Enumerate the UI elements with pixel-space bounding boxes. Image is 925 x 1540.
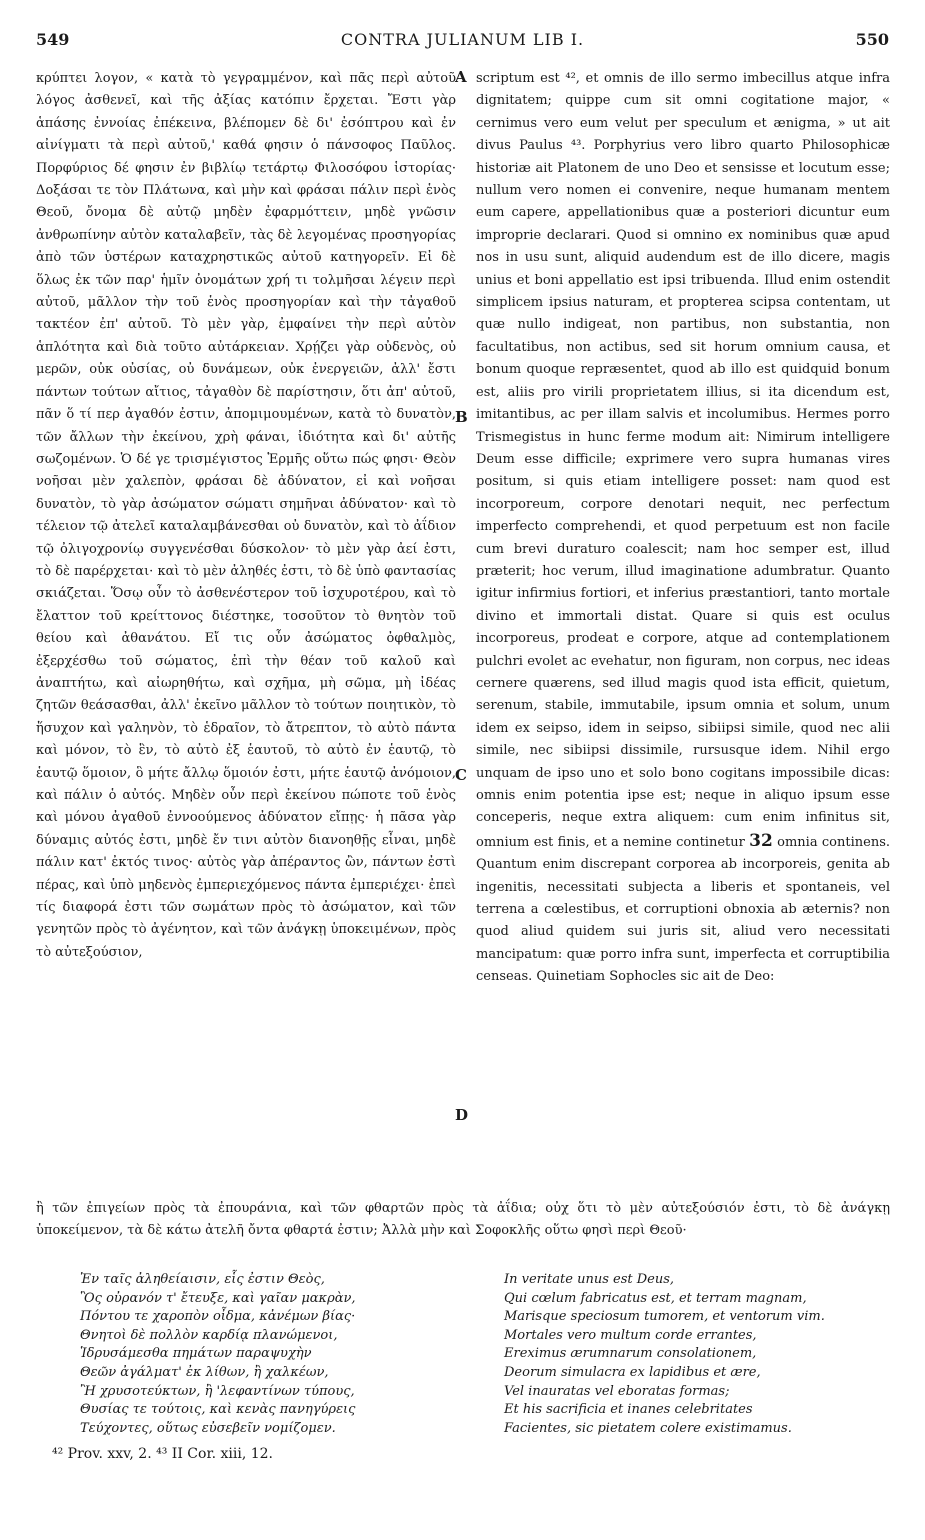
latin-verse-line: Deorum simulacra ex lapidibus et ære, [504,1364,761,1380]
greek-verse-line: Ἐν ταῖς ἀληθείαισιν, εἷς ἐστιν Θεὸς, [80,1272,325,1287]
running-title: CONTRA JULIANUM LIB I. [340,30,585,49]
latin-column-text [476,68,890,989]
fullwidth-greek-text: ἢ τῶν ἐπιγείων πρὸς τὰ ἐπουράνια, καὶ τῶν φθαρτῶν πρὸς τὰ ἀΐδια; οὐχ ὅτι τὸ μὲν αὐτεξούσιόν ἐστι, τὸ δὲ ἀνάγκῃ ὑποκείμενον, τὰ δὲ κάτω ἀτελῆ ὄντα φθαρτά ἐστιν; Ἀλλὰ μὴν καὶ Σοφοκλῆς οὕτω φησὶ περὶ Θεοῦ· [36,1201,890,1239]
greek-verse-line: Θεῶν ἀγάλματ' ἐκ λίθων, ἢ χαλκέων, [80,1364,329,1380]
latin-text-before-number: scriptum est ⁴², et omnis de illo sermo imbecillus atque infra dignitatem; quippe cum sit omni cogitatione major, « cernimus vero eum velut per speculum et ænigma, » ut ait divus Paulus ⁴³. Porphyrius vero libro quarto Philosophicæ historiæ ait Platonem de uno Deo et sensisse et locutum esse; nullum vero nomen ei convenire, neque humanam mentem eum capere, appellationibus quæ a posteriori dicuntur eum improprie declarari. Quod si omnino ex nominibus quæ apud nos in usu sunt, aliquid audendum est de illo dicere, magis unius et boni appellatio est ipsi tribuenda. Illud enim ostendit simplicem ipsius naturam, et propterea scipsa contentam, ut quæ nullo indigeat, non partibus, non substantia, non facultatibus, non actibus, sed sit horum omnium causa, et bonum quoque repræsentet, quod ab illo est quidquid bonum est, aliis pro virili proprietatem illius, si ita dicendum est, imitantibus, ac per illam salvis et incolumibus. Hermes porro Trismegistus in hunc ferme modum ait: Nimirum intelligere Deum esse difficile; exprimere vero supra humanas vires positum, si quis etiam intelligere posset: nam quod est incorporeum, corpore denotari nequit, nec perfectum imperfecto comprehendi, et quod perpetuum est non facile cum brevi duraturo coalescit; nam hoc semper est, illud præterit; hoc verum, illud imaginatione adumbratur. Quanto igitur infirmius fortiori, et inferius præstantiori, tanto mortale divino et immortali distat. Quare si quis est oculus incorporeus, prodeat e corpore, atque ad contemplationem pulchri evolet ac evehatur, non figuram, non corpus, nec ideas cernere quærens, sed illud magis quod ista efficit, quietum, serenum, stabile, immutabile, ipsum omnia et solum, unum idem ex seipso, idem in seipso, sibiipsi simile, quod nec alii simile, nec sibiipsi dissimile, rursusque idem. Nihil ergo unquam de ipso uno et solo bono cogitans impossibile dicas: omnis enim potentia ipse est; neque in aliquo ipsum esse conceperis, neque extra aliquem: cum enim infinitus sit, omnium est finis, et a nemine continetur [476,71,890,850]
greek-verse-line: Θυσίας τε τούτοις, καὶ κενὰς πανηγύρεις [80,1402,356,1418]
greek-verse-line: Πόντου τε χαροπὸν οἶδμα, κἀνέμων βίας· [80,1309,356,1325]
greek-verse-line: Ἢ χρυσοτεύκτων, ἢ 'λεφαντίνων τύπους, [80,1383,355,1399]
left-page-number: 549 [36,30,70,49]
latin-verse-line: Mortales vero multum corde errantes, [504,1327,757,1343]
latin-verse-line: Marisque speciosum tumorem, et ventorum vim. [504,1309,825,1325]
margin-marker-c: C [455,766,467,784]
latin-verse-line: Facientes, sic pietatem colere existimamus. [504,1420,792,1436]
margin-marker-b: B [455,408,468,426]
margin-marker-a: A [455,68,467,86]
footnotes: ⁴² Prov. xxv, 2. ⁴³ II Cor. xiii, 12. [52,1446,273,1462]
right-page-number: 550 [855,30,889,49]
latin-verse-line: In veritate unus est Deus, [504,1272,675,1287]
latin-verse-block [504,1271,894,1438]
greek-verse-line: Τεύχοντες, οὕτως εὐσεβεῖν νομίζομεν. [80,1420,336,1436]
greek-verse-line: Ἱδρυσάμεσθα πημάτων παραψυχὴν [80,1346,312,1362]
greek-verse-block [80,1271,480,1438]
latin-column [476,68,890,989]
latin-verse-line: Ereximus ærumnarum consolationem, [504,1346,757,1362]
column-number: 32 [749,830,773,851]
margin-marker-d: D [455,1106,469,1124]
page-header [36,30,889,54]
latin-verse-line: Vel inauratas vel eboratas formas; [504,1383,730,1399]
latin-verse-line: Et his sacrificia et inanes celebritates [504,1402,753,1418]
latin-verse-line: Qui cœlum fabricatus est, et terram magnam, [504,1290,807,1306]
greek-column [36,68,456,964]
greek-column-text: κρύπτει λογον, « κατὰ τὸ γεγραμμένον, καὶ πᾶς περὶ αὐτοῦ λόγος ἀσθενεῖ, καὶ τῆς ἀξίας κατόπιν ἔρχεται. Ἔστι γὰρ ἁπάσης ἐννοίας ἐπέκεινα, βλέπομεν δὲ δι' ἐσόπτρου καὶ ἐν αἰνίγματι τὰ περὶ αὐτοῦ,' καθά φησιν ὁ πάνσοφος Παῦλος. Πορφύριος δέ φησιν ἐν βιβλίῳ τετάρτῳ Φιλοσόφου ἱστορίας· Δοξάσαι τε τὸν Πλάτωνα, καὶ μὴν καὶ φράσαι πάλιν περὶ ἑνὸς Θεοῦ, ὄνομα δὲ αὐτῷ μηδὲν ἐφαρμόττειν, μηδὲ γνῶσιν ἀνθρωπίνην αὐτὸν καταλαβεῖν, τὰς δὲ λεγομένας προσηγορίας ἀπὸ τῶν ὑστέρων καταχρηστικῶς αὐτοῦ κατηγορεῖν. Εἰ δὲ ὅλως ἐκ τῶν παρ' ἡμῖν ὀνομάτων χρή τι τολμῆσαι λέγειν περὶ αὐτοῦ, μᾶλλον τὴν τοῦ ἑνὸς προσηγορίαν καὶ τὴν τἀγαθοῦ τακτέον ἐπ' αὐτοῦ. Τὸ μὲν γὰρ, ἐμφαίνει τὴν περὶ αὐτὸν ἁπλότητα καὶ διὰ τοῦτο αὐτάρκειαν. Χρῄζει γὰρ οὐδενὸς, οὐ μερῶν, οὐκ οὐσίας, οὐ δυνάμεων, οὐκ ἐνεργειῶν, ἀλλ' ἔστι πάντων τούτων αἴτιος, τἀγαθὸν δὲ παρίστησιν, ὅτι ἀπ' αὐτοῦ, πᾶν ὅ τί περ ἀγαθόν ἐστιν, ἀπομιμουμένων, κατὰ τὸ δυνατὸν, τῶν ἄλλων τὴν ἐκείνου, χρὴ φάναι, ἰδιότητα καὶ δι' αὐτῆς σωζομένων. Ὁ δέ γε τρισμέγιστος Ἑρμῆς οὕτω πώς φησι· Θεὸν νοῆσαι μὲν χαλεπὸν, φράσαι δὲ ἀδύνατον, εἰ καὶ νοῆσαι δυνατὸν, τὸ γὰρ ἀσώματον σώματι σημῆναι ἀδύνατον· καὶ τὸ τέλειον τῷ ἀτελεῖ καταλαμβάνεσθαι οὐ δυνατὸν, καὶ τὸ ἀΐδιον τῷ ὀλιγοχρονίῳ συγγενέσθαι δύσκολον· τὸ μὲν γὰρ ἀεί ἐστι, τὸ δὲ παρέρχεται· καὶ τὸ μὲν ἀληθές ἐστι, τὸ δὲ ὑπὸ φαντασίας σκιάζεται. Ὅσῳ οὖν τὸ ἀσθενέστερον τοῦ ἰσχυροτέρου, καὶ τὸ ἔλαττον τοῦ κρείττονος διέστηκε, τοσοῦτον τὸ θνητὸν τοῦ θείου καὶ ἀθανάτου. Εἴ τις οὖν ἀσώματος ὀφθαλμὸς, ἐξερχέσθω τοῦ σώματος, ἐπὶ τὴν θέαν τοῦ καλοῦ καὶ ἀναπτήτω, καὶ αἰωρηθήτω, καὶ σχῆμα, μὴ σῶμα, μὴ ἰδέας ζητῶν θεάσασθαι, ἀλλ' ἐκεῖνο μᾶλλον τὸ τούτων ποιητικὸν, τὸ ἥσυχον καὶ γαληνὸν, τὸ ἑδραῖον, τὸ ἄτρεπτον, τὸ αὐτὸ πάντα καὶ μόνον, τὸ ἓν, τὸ αὐτὸ ἐξ ἑαυτοῦ, τὸ αὐτὸ ἐν ἑαυτῷ, τὸ ἑαυτῷ ὅμοιον, ὃ μήτε ἄλλῳ ὅμοιόν ἐστι, μήτε ἑαυτῷ ἀνόμοιον, καὶ πάλιν ὁ αὐτός. Μηδὲν οὖν περὶ ἐκείνου πώποτε τοῦ ἑνὸς καὶ μόνου ἀγαθοῦ ἐννοούμενος ἀδύνατον εἴπῃς· ἡ πᾶσα γὰρ δύναμις αὐτός ἐστι, μηδὲ ἔν τινι αὐτὸν διανοηθῇς εἶναι, μηδὲ πάλιν κατ' ἐκτός τινος· αὐτὸς γὰρ ἀπέραντος ὢν, πάντων ἐστὶ πέρας, καὶ ὑπὸ μηδενὸς ἐμπεριεχόμενος πάντα ἐμπεριέχει· ἐπεὶ τίς διαφορά ἐστι τῶν σωμάτων πρὸς τὸ ἀσώματον, καὶ τῶν γενητῶν πρὸς τὸ ἀγένητον, καὶ τῶν ἀνάγκῃ ὑποκειμένων, πρὸς τὸ αὐτεξούσιον, [36,71,456,960]
latin-text-after-number: omnia continens. Quantum enim discrepant corporea ab incorporeis, genita ab ingenitis, necessitati subjecta a liberis et spontaneis, vel terrena a cœlestibus, et corruptioni obnoxia ab æternis? non quod aliud quidem sui juris sit, aliud vero necessitati mancipatum: quæ porro infra sunt, imperfecta et corruptibilia censeas. Quinetiam Sophocles sic ait de Deo: [476,834,891,985]
greek-verse-line: Θνητοὶ δὲ πολλὸν καρδίᾳ πλανώμενοι, [80,1327,338,1343]
fullwidth-greek-continuation [36,1198,890,1243]
greek-verse-line: Ὃς οὐρανόν τ' ἔτευξε, καὶ γαῖαν μακρὰν, [80,1290,356,1306]
